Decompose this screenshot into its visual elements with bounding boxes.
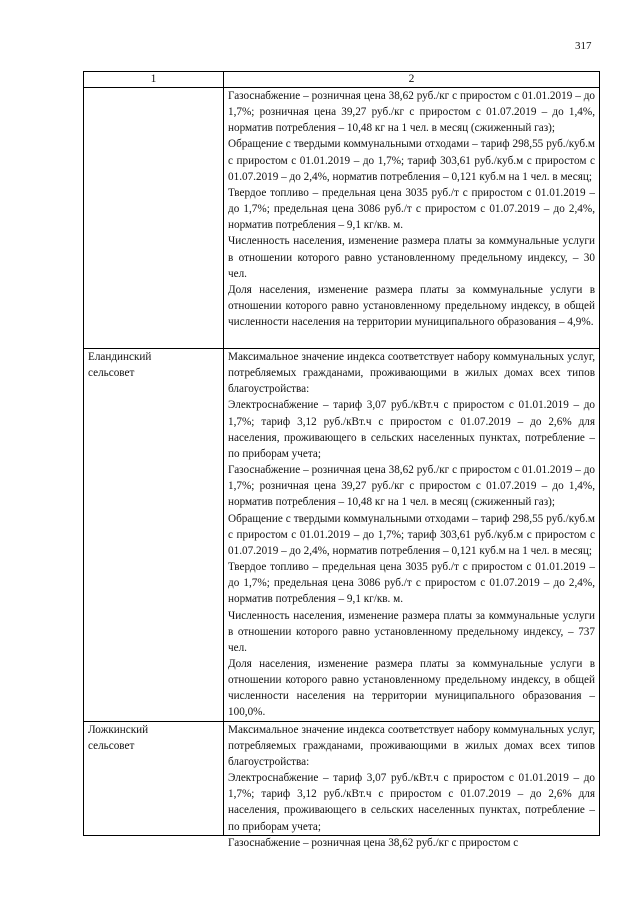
page-number: 317 (575, 40, 592, 52)
content-cell (224, 721, 600, 849)
paragraph: Обращение с твердыми коммунальными отходами – тариф 298,55 руб./куб.м с приростом с 01.01.2019 – до 1,7%; тариф 303,61 руб./куб.м с приростом с 01.07.2019 – до 2,4%, норматив потребления – 0,121 куб.м на 1 чел. в месяц; (228, 512, 595, 557)
paragraph: Доля населения, изменение размера платы за коммунальные услуги в отношении которого равно установленному предельному индексу, в общей численности населения на территории муниципального образования – 100,0%. (228, 657, 595, 719)
paragraph: Твердое топливо – предельная цена 3035 руб./т с приростом с 01.01.2019 – до 1,7%; предельная цена 3086 руб./т с приростом с 01.07.2019 – до 2,4%, норматив потребления – 9,1 кг/кв. м. (228, 561, 595, 606)
municipality-cell (84, 349, 224, 722)
paragraph: Численность населения, изменение размера платы за коммунальные услуги в отношении которого равно установленному предельному индексу, – 737 чел. (228, 609, 595, 654)
municipality-name: Ложкинский (88, 723, 149, 736)
municipality-name: Еландинский (88, 351, 152, 363)
content-cell (224, 88, 600, 349)
municipality-cell (84, 721, 224, 835)
column-header-1: 1 (84, 72, 224, 88)
table-row (84, 349, 600, 722)
paragraph: Газоснабжение – розничная цена 38,62 руб./кг с приростом с (228, 836, 519, 849)
paragraph: Численность населения, изменение размера платы за коммунальные услуги в отношении которого равно установленному предельному индексу, – 30 чел. (228, 235, 595, 280)
paragraph: Максимальное значение индекса соответствует набору коммунальных услуг, потребляемых гражданами, проживающими в жилых домах всех типов благоустройства: (228, 351, 595, 396)
paragraph: Электроснабжение – тариф 3,07 руб./кВт.ч с приростом с 01.01.2019 – до 1,7%; тариф 3,12 руб./кВт.ч с приростом с 01.07.2019 – до 2,6% для населения, проживающего в сельских населенных пунктах, потребление – по приборам учета; (228, 772, 595, 833)
municipality-type: сельсовет (88, 367, 135, 380)
paragraph: Обращение с твердыми коммунальными отходами – тариф 298,55 руб./куб.м с приростом с 01.01.2019 – до 1,7%; тариф 303,61 руб./куб.м с приростом с 01.07.2019 – до 2,4%, норматив потребления – 0,121 куб.м на 1 чел. в месяц; (228, 138, 595, 183)
municipality-cell (84, 88, 224, 349)
paragraph: Газоснабжение – розничная цена 38,62 руб./кг с приростом с 01.01.2019 – до 1,7%; розничная цена 39,27 руб./кг с приростом с 01.07.2019 – до 1,4%, норматив потребления – 10,48 кг на 1 чел. в месяц (сжиженный газ); (228, 464, 595, 509)
municipality-type: сельсовет (88, 739, 135, 752)
paragraph: Доля населения, изменение размера платы за коммунальные услуги в отношении которого равно установленному предельному индексу, в общей численности населения на территории муниципального образования – 4,9%. (228, 283, 595, 329)
paragraph: Максимальное значение индекса соответствует набору коммунальных услуг, потребляемых гражданами, проживающими в жилых домах всех типов благоустройства: (228, 723, 595, 768)
paragraph: Твердое топливо – предельная цена 3035 руб./т с приростом с 01.01.2019 – до 1,7%; предельная цена 3086 руб./т с приростом с 01.07.2019 – до 2,4%, норматив потребления – 9,1 кг/кв. м. (228, 186, 595, 232)
table-row (84, 721, 600, 835)
paragraph: Газоснабжение – розничная цена 38,62 руб./кг с приростом с 01.01.2019 – до 1,7%; розничная цена 39,27 руб./кг с приростом с 01.07.2019 – до 1,4%, норматив потребления – 10,48 кг на 1 чел. в месяц (сжиженный газ); (228, 90, 595, 135)
table-header-row (84, 72, 600, 88)
document-table (83, 71, 600, 849)
table-row (84, 88, 600, 349)
column-header-2: 2 (224, 72, 600, 88)
content-cell (224, 349, 600, 722)
paragraph: Электроснабжение – тариф 3,07 руб./кВт.ч с приростом с 01.01.2019 – до 1,7%; тариф 3,12 руб./кВт.ч с приростом с 01.07.2019 – до 2,6% для населения, проживающего в сельских населенных пунктах, потребление – по приборам учета; (228, 399, 595, 460)
